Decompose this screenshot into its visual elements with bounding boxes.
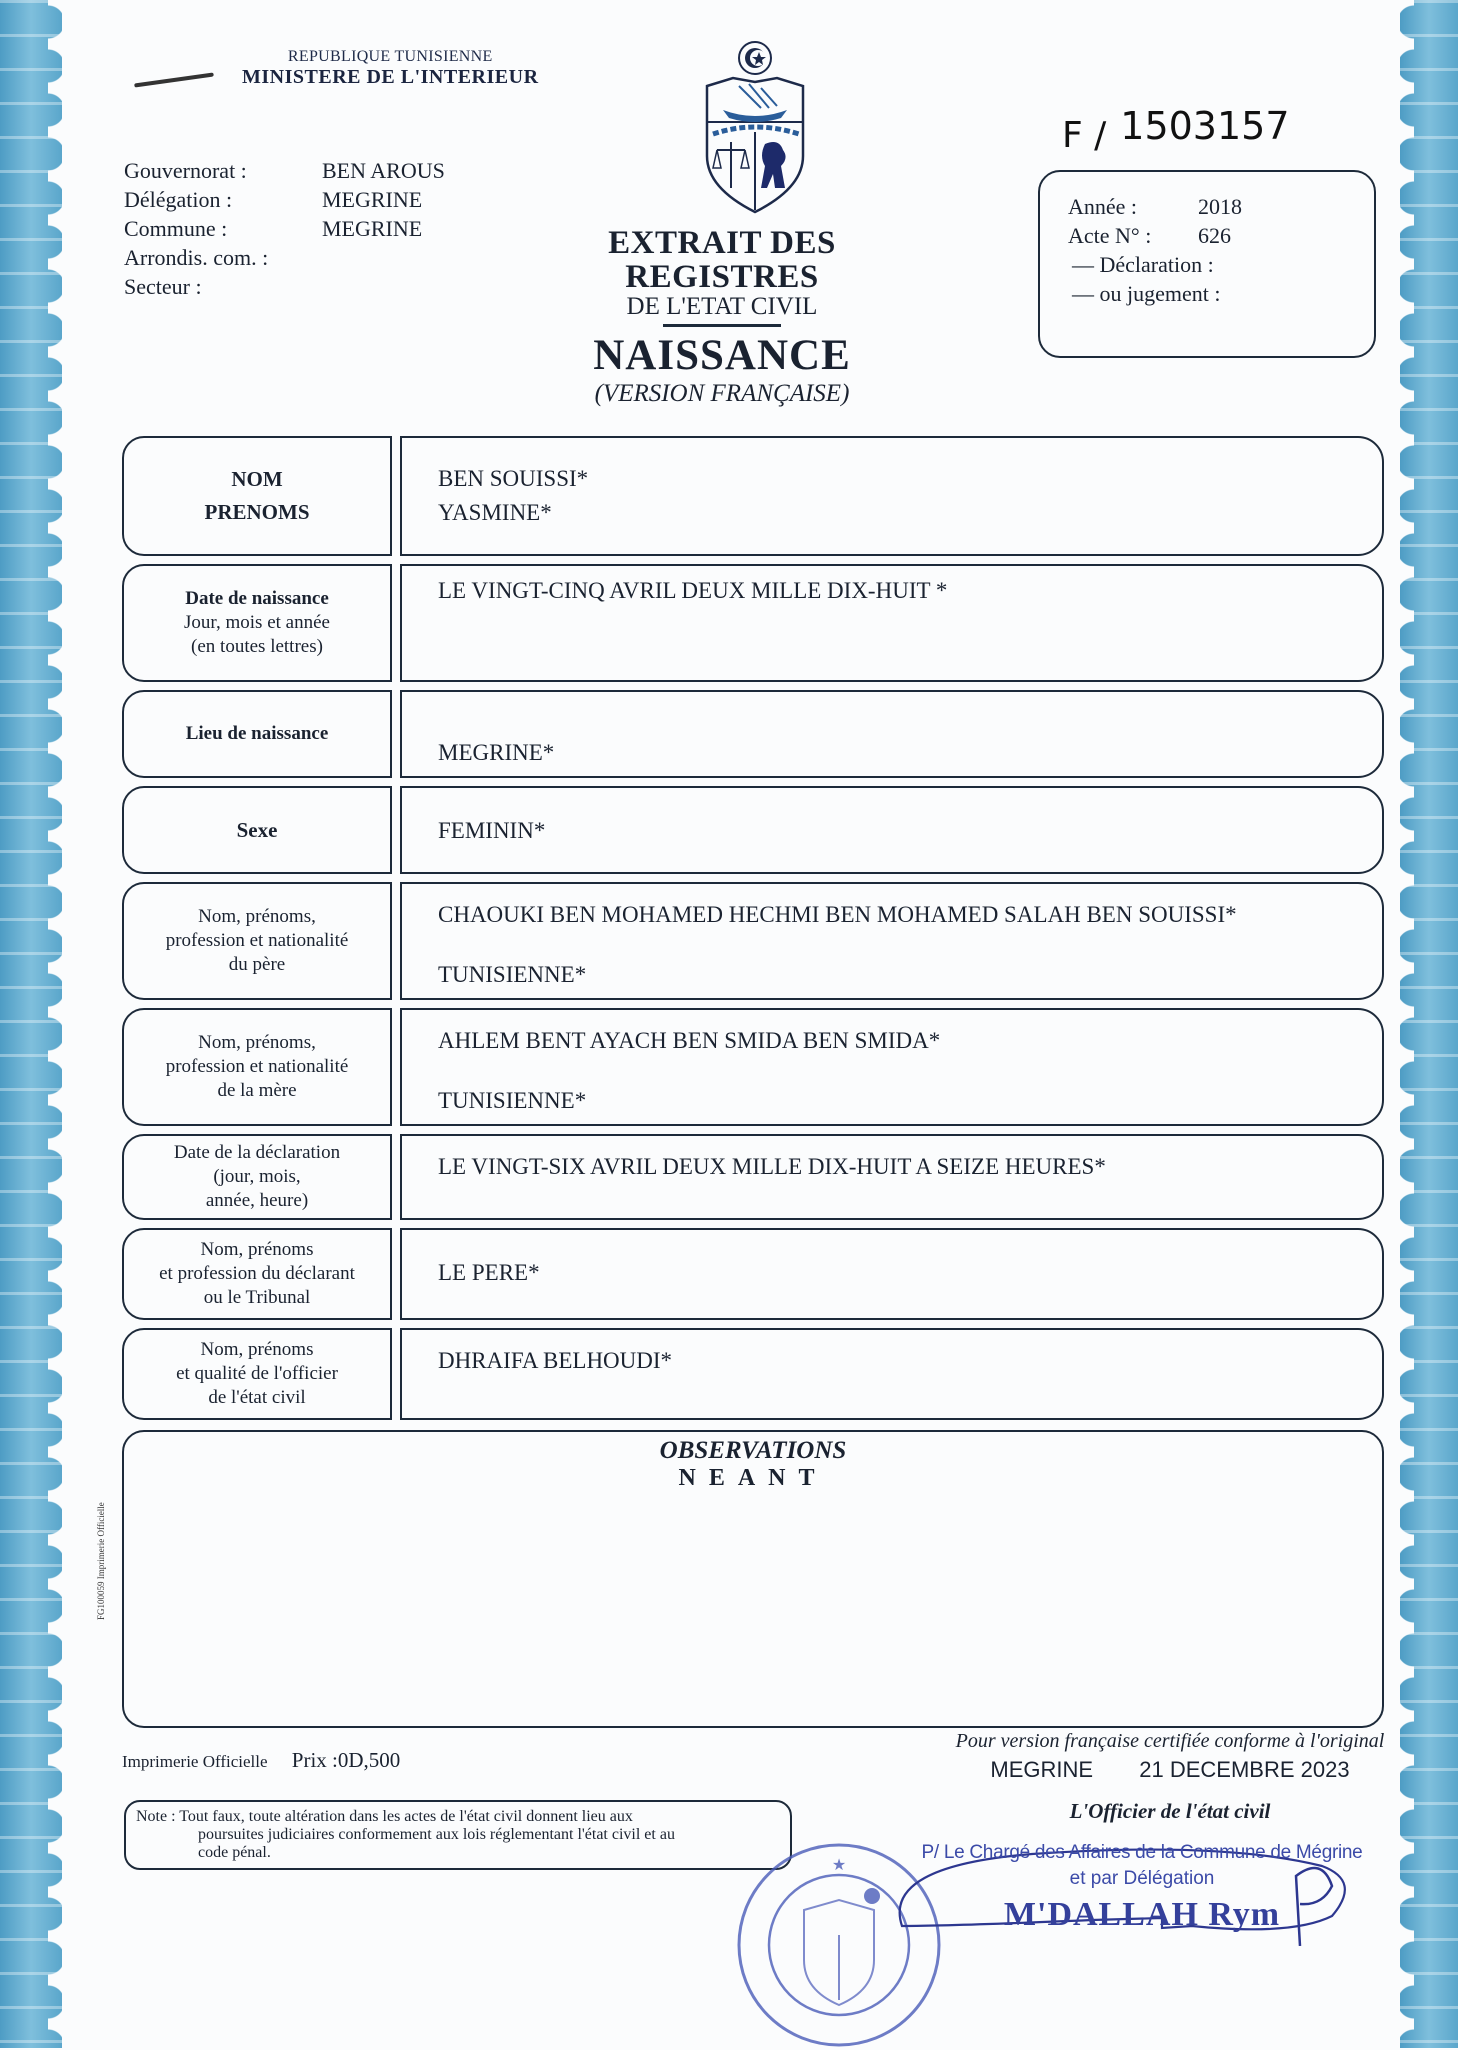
admin-row-gouvernorat [124, 156, 445, 185]
row-value [400, 564, 1384, 682]
table-row-father [122, 882, 1384, 1000]
certification-date: 21 DECEMBRE 2023 [1139, 1757, 1350, 1782]
label-line: et profession du déclarant [159, 1263, 355, 1284]
title-divider [663, 324, 781, 327]
observations-value: NEANT [678, 1465, 828, 1491]
label-line: Sexe [236, 818, 278, 842]
admin-row-delegation [124, 185, 445, 214]
stamp-line-2: et par Délégation [1069, 1868, 1215, 1889]
table-row-name [122, 436, 1384, 556]
year-label: Année : [1068, 194, 1138, 219]
mother-name-value: AHLEM BENT AYACH BEN SMIDA BEN SMIDA* [438, 1028, 941, 1053]
surname-value: BEN SOUISSI* [438, 466, 589, 491]
year-value: 2018 [1198, 194, 1242, 219]
table-row-declarant [122, 1228, 1384, 1320]
admin-value: BEN AROUS [322, 158, 445, 183]
svg-text:★: ★ [831, 1855, 847, 1874]
note-line: poursuites judiciaires conformement aux lois réglementant l'état civil et au [198, 1826, 675, 1843]
certification-text: Pour version française certifiée conforme à l'original [955, 1730, 1385, 1752]
label-line: Jour, mois et année [184, 612, 330, 633]
table-row-birth-place [122, 690, 1384, 778]
year-row [1068, 192, 1346, 221]
label-line: Date de la déclaration [173, 1142, 341, 1163]
row-value [400, 1134, 1384, 1220]
certification-block [890, 1730, 1450, 1824]
ministry-label: MINISTERE DE L'INTERIEUR [242, 66, 539, 88]
father-nationality-value: TUNISIENNE* [438, 962, 587, 987]
admin-row-secteur [124, 272, 445, 301]
birth-date-value: LE VINGT-CINQ AVRIL DEUX MILLE DIX-HUIT * [438, 578, 948, 603]
row-value [400, 786, 1384, 874]
admin-label: Commune : [124, 216, 228, 241]
label-line: ou le Tribunal [203, 1287, 311, 1308]
row-label [122, 1008, 392, 1126]
row-value [400, 1008, 1384, 1126]
label-line: Nom, prénoms [200, 1339, 314, 1360]
label-line: profession et nationalité [165, 1056, 349, 1077]
stamp-line-1: P/ Le Chargé des Affaires de la Commune de Mégrine [921, 1842, 1363, 1863]
table-row-officer [122, 1328, 1384, 1420]
act-number-row [1068, 221, 1346, 250]
officer-stamp [882, 1842, 1402, 1934]
act-number-value: 626 [1198, 223, 1231, 248]
father-name-value: CHAOUKI BEN MOHAMED HECHMI BEN MOHAMED SALAH BEN SOUISSI* [438, 902, 1237, 927]
administrative-info [124, 156, 445, 301]
declarant-value: LE PERE* [438, 1260, 540, 1285]
title-version: (VERSION FRANÇAISE) [594, 380, 850, 407]
stamp-officer-name: M'DALLAH Rym [1003, 1896, 1281, 1933]
row-label [122, 882, 392, 1000]
row-label [122, 1134, 392, 1220]
security-border-left [0, 0, 62, 2048]
label-prenoms: PRENOMS [204, 500, 310, 524]
sex-value: FEMININ* [438, 818, 546, 843]
row-value [400, 436, 1384, 556]
observations-title: OBSERVATIONS [659, 1437, 847, 1464]
row-label [122, 564, 392, 682]
admin-value: MEGRINE [322, 216, 423, 241]
label-nom: NOM [231, 467, 283, 491]
label-line: Nom, prénoms, [198, 1032, 316, 1053]
document-title [532, 226, 912, 409]
birth-place-value: MEGRINE* [438, 740, 555, 765]
tunisia-coat-of-arms-icon [699, 38, 811, 216]
serial-value: 1503157 [1120, 104, 1290, 148]
note-line: Note : Tout faux, toute altération dans les actes de l'état civil donnent lieu aux [136, 1808, 633, 1825]
row-value [400, 690, 1384, 778]
serial-number [1062, 104, 1290, 156]
certification-place-date [890, 1757, 1450, 1783]
table-row-mother [122, 1008, 1384, 1126]
observations-box [122, 1430, 1384, 1728]
issuing-authority [242, 48, 539, 89]
label-line: du père [228, 954, 286, 975]
admin-value: MEGRINE [322, 187, 423, 212]
price-label: Prix :0D,500 [291, 1748, 401, 1772]
label-line: Nom, prénoms [200, 1239, 314, 1260]
label-line: profession et nationalité [165, 930, 349, 951]
label-line: (jour, mois, [213, 1166, 301, 1187]
record-table [122, 436, 1384, 1428]
declaration-date-value: LE VINGT-SIX AVRIL DEUX MILLE DIX-HUIT A SEIZE HEURES* [438, 1154, 1106, 1179]
row-value [400, 882, 1384, 1000]
admin-label: Gouvernorat : [124, 158, 247, 183]
label-line: Date de naissance [185, 588, 329, 609]
label-line: de la mère [217, 1080, 297, 1101]
table-row-birth-date [122, 564, 1384, 682]
printer-line [122, 1748, 400, 1773]
label-line: et qualité de l'officier [176, 1363, 338, 1384]
pen-mark [134, 72, 214, 87]
serial-prefix: F / [1062, 115, 1107, 156]
label-line: de l'état civil [208, 1387, 306, 1408]
row-label [122, 786, 392, 874]
legal-note [124, 1800, 792, 1870]
first-name-value: YASMINE* [438, 500, 552, 525]
act-number-label: Acte N° : [1068, 223, 1152, 248]
row-value [400, 1228, 1384, 1320]
row-label [122, 690, 392, 778]
row-label [122, 1228, 392, 1320]
act-reference-box [1038, 170, 1376, 358]
certification-place: MEGRINE [990, 1757, 1094, 1782]
label-line: année, heure) [205, 1190, 309, 1211]
admin-label: Arrondis. com. : [124, 245, 269, 270]
admin-label: Secteur : [124, 274, 202, 299]
officer-value: DHRAIFA BELHOUDI* [438, 1348, 673, 1373]
mother-nationality-value: TUNISIENNE* [438, 1088, 587, 1113]
admin-row-commune [124, 214, 445, 243]
title-line-2: DE L'ETAT CIVIL [626, 293, 818, 320]
declaration-label: — Déclaration : [1072, 252, 1214, 277]
birth-certificate [62, 0, 1400, 2048]
republic-label: REPUBLIQUE TUNISIENNE [287, 48, 493, 65]
row-value [400, 1328, 1384, 1420]
judgment-label: — ou jugement : [1072, 281, 1221, 306]
label-line: (en toutes lettres) [191, 636, 323, 657]
title-line-1: EXTRAIT DES REGISTRES [608, 225, 836, 295]
row-label [122, 436, 392, 556]
admin-label: Délégation : [124, 187, 233, 212]
label-line: Nom, prénoms, [198, 906, 316, 927]
printer-label: Imprimerie Officielle [122, 1752, 268, 1771]
label-line: Lieu de naissance [185, 723, 329, 744]
row-label [122, 1328, 392, 1420]
note-line: code pénal. [198, 1844, 271, 1861]
admin-row-arrondissement [124, 243, 445, 272]
table-row-declaration-date [122, 1134, 1384, 1220]
title-naissance: NAISSANCE [593, 332, 851, 379]
officer-title: L'Officier de l'état civil [1069, 1799, 1271, 1823]
printer-reference: FG100059 Imprimerie Officielle [96, 1502, 106, 1620]
table-row-sex [122, 786, 1384, 874]
